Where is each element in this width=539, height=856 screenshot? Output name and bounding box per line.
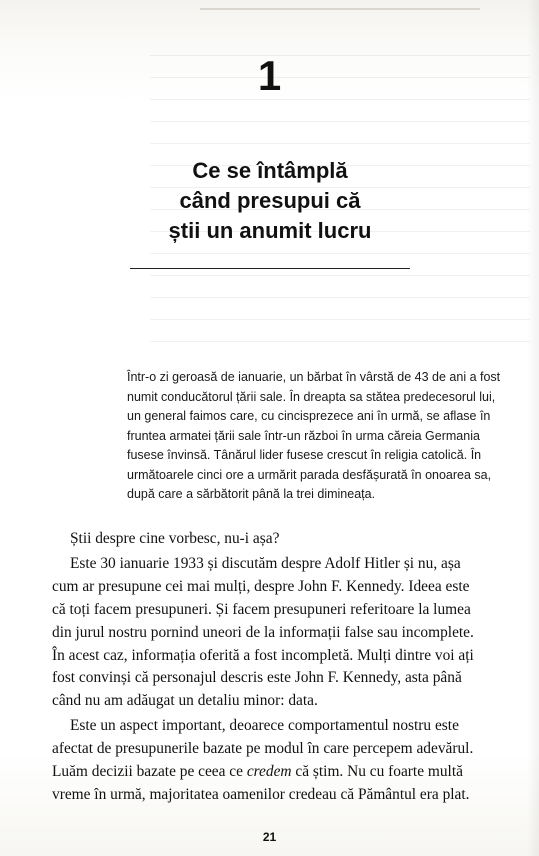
paragraph-line: fost convinși că personajul descris este John F. Kennedy, asta până: [52, 669, 462, 687]
title-divider: [130, 268, 410, 269]
epigraph-line: fusese învinsă. Tânărul lider fusese crescut în religia catolică. În: [127, 448, 482, 462]
paragraph-line: Știi despre cine vorbesc, nu-i așa?: [70, 530, 280, 547]
paragraph-line: afectat de presupunerile bazate pe modul în care percepem adevărul.: [52, 740, 474, 758]
paragraph-line: din jurul nostru pornind uneori de la informații false sau incomplete.: [52, 623, 474, 641]
paragraph-line: vreme în urmă, majoritatea oamenilor credeau că Pământul era plat.: [52, 785, 470, 803]
paragraph-line: când nu am adăugat un detaliu minor: data.: [52, 692, 318, 710]
chapter-number: 1: [257, 52, 282, 99]
paragraph-line-with-emphasis: [52, 761, 520, 784]
paragraph-line: Este un aspect important, deoarece comportamentul nostru este: [70, 717, 459, 735]
chapter-title-line: când presupui că: [179, 188, 361, 213]
paragraph-line: Este 30 ianuarie 1933 și discutăm despre Adolf Hitler și nu, așa: [70, 554, 461, 572]
epigraph-line: următoarele cinci ore a urmărit parada desfășurată în onoarea sa,: [127, 467, 492, 482]
epigraph-line: un general faimos care, cu cincisprezece ani în urmă, se aflase în: [127, 409, 491, 423]
paragraph-line: că toți facem presupuneri. Și facem presupuneri referitoare la lumea: [52, 600, 471, 618]
paragraph-line: În acest caz, informația oferită a fost incompletă. Mulți dintre voi ați: [52, 646, 474, 664]
bleed-through-header: [200, 8, 480, 10]
chapter-title-line: Ce se întâmplă: [192, 158, 348, 183]
body-text: [52, 528, 520, 807]
page-number: 21: [262, 830, 277, 844]
paragraph-line: cum ar presupune cei mai mulți, despre John F. Kennedy. Ideea este: [52, 577, 470, 595]
epigraph-line: fruntea armatei țării sale într-un război în urma căreia Germania: [127, 428, 480, 443]
epigraph-line: după care a sărbătorit până la trei dimineața.: [127, 487, 376, 501]
text-run: Luăm decizii bazate pe ceea ce: [52, 763, 247, 781]
epigraph: [127, 368, 501, 505]
epigraph-line: Într-o zi geroasă de ianuarie, un bărbat în vârstă de 43 de ani a fost: [127, 370, 501, 384]
chapter-title-line: știi un anumit lucru: [168, 218, 372, 243]
text-run: că știm. Nu cu foarte multă: [291, 763, 463, 781]
epigraph-line: numit conducătorul țării sale. În dreapta sa stătea predecesorul lui,: [127, 389, 496, 404]
emphasis-credem: credem: [246, 763, 292, 781]
page-edge-shadow: [527, 0, 539, 856]
chapter-title: [150, 156, 390, 246]
